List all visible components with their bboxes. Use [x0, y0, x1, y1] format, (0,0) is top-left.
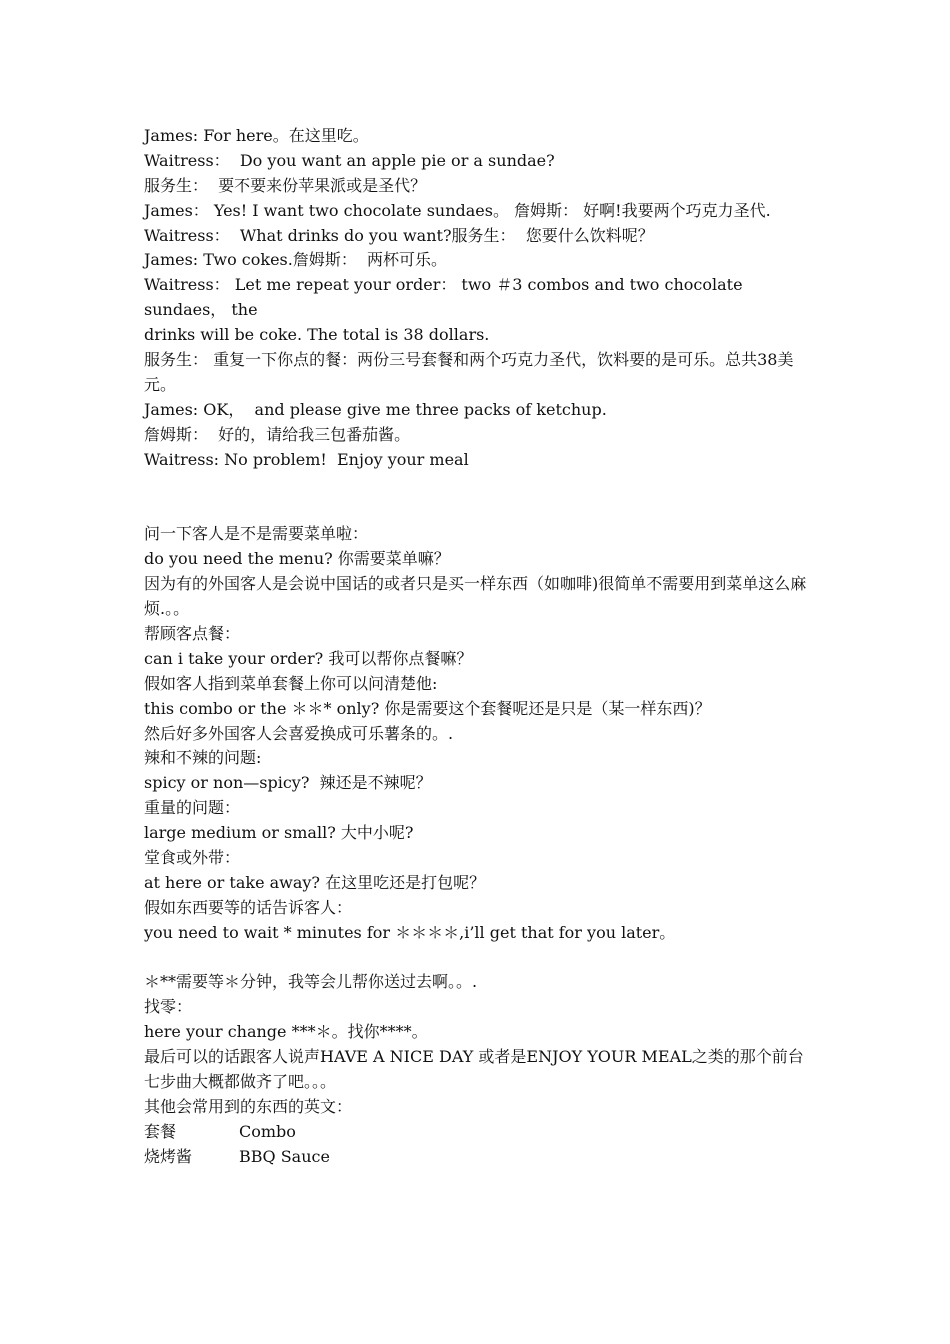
tips-section — [144, 522, 814, 945]
tip-line: 最后可以的话跟客人说声HAVE A NICE DAY 或者是ENJOY YOUR MEAL之类的那个前台七步曲大概都做齐了吧。。。 — [144, 1047, 804, 1091]
tip-line: 因为有的外国客人是会说中国话的或者只是买一样东西（如咖啡)很简单不需要用到菜单这么麻烦.。。 — [144, 574, 807, 619]
tip-line: at here or take away? 在这里吃还是打包呢？ — [144, 872, 486, 892]
tip-line: you need to wait * minutes for ＊＊＊＊,i’ll get that for you later。 — [144, 922, 676, 942]
glossary-term-zh: 烧烤酱 — [144, 1146, 193, 1166]
tip-line: spicy or non—spicy? 辣还是不辣呢？ — [144, 773, 432, 793]
glossary — [144, 1120, 814, 1170]
dialogue-line: Waitress： Do you want an apple pie or a sundae? — [144, 150, 555, 170]
tip-line: ＊**需要等＊分钟，我等会儿帮你送过去啊。。. — [144, 972, 478, 992]
tip-line: 其他会常用到的东西的英文： — [144, 1096, 353, 1116]
tip-line: large medium or small? 大中小呢? — [144, 823, 414, 843]
tip-line: 假如东西要等的话告诉客人： — [144, 897, 353, 917]
dialogue-line: James： Yes! I want two chocolate sundaes。 詹姆斯： 好啊!我要两个巧克力圣代. — [144, 200, 771, 220]
tips-section-continued — [144, 970, 814, 1119]
tip-line: 问一下客人是不是需要菜单啦： — [144, 524, 369, 544]
dialogue-line: 詹姆斯： 好的，请给我三包番茄酱。 — [144, 424, 411, 444]
tip-line: this combo or the ＊＊* only? 你是需要这个套餐呢还是只是（某一样东西)？ — [144, 698, 711, 718]
dialogue-line: Waitress： What drinks do you want?服务生： 您要什么饮料呢？ — [144, 225, 654, 245]
dialogue-line: Waitress: No problem! Enjoy your meal — [144, 449, 469, 469]
tip-line: 帮顾客点餐： — [144, 623, 241, 643]
tip-line: 堂食或外带： — [144, 847, 241, 867]
glossary-term-en: BBQ Sauce — [239, 1146, 330, 1166]
dialogue-line: 服务生： 重复一下你点的餐：两份三号套餐和两个巧克力圣代，饮料要的是可乐。总共38美元。 — [144, 350, 794, 394]
section-spacer — [144, 473, 814, 523]
tip-line: do you need the menu? 你需要菜单嘛？ — [144, 549, 450, 569]
glossary-term-en: Combo — [239, 1121, 296, 1141]
tip-line: here your change ***＊。找你****。 — [144, 1022, 428, 1042]
tip-line: can i take your order? 我可以帮你点餐嘛？ — [144, 648, 473, 668]
dialogue-line: James: Two cokes.詹姆斯： 两杯可乐。 — [144, 250, 448, 270]
dialogue-line: James: For here。在这里吃。 — [144, 126, 369, 145]
tip-line: 然后好多外国客人会喜爱换成可乐薯条的。. — [144, 723, 454, 743]
glossary-term-zh: 套餐 — [144, 1121, 177, 1141]
tip-line: 重量的问题： — [144, 798, 241, 818]
dialogue-line: drinks will be coke. The total is 38 dollars. — [144, 325, 490, 345]
dialogue-line: Waitress： Let me repeat your order： two ＃3 combos and two chocolate sundaes， the — [144, 275, 743, 320]
tip-line: 找零： — [144, 997, 193, 1017]
document-page — [144, 124, 814, 1170]
glossary-row — [144, 1145, 814, 1170]
section-spacer — [144, 946, 814, 971]
dialogue-line: James: OK， and please give me three packs of ketchup. — [144, 399, 607, 419]
glossary-row — [144, 1120, 814, 1145]
dialogue-section — [144, 124, 814, 473]
tip-line: 辣和不辣的问题: — [144, 748, 262, 768]
dialogue-line: 服务生： 要不要来份苹果派或是圣代？ — [144, 175, 427, 195]
tip-line: 假如客人指到菜单套餐上你可以问清楚他: — [144, 673, 438, 693]
